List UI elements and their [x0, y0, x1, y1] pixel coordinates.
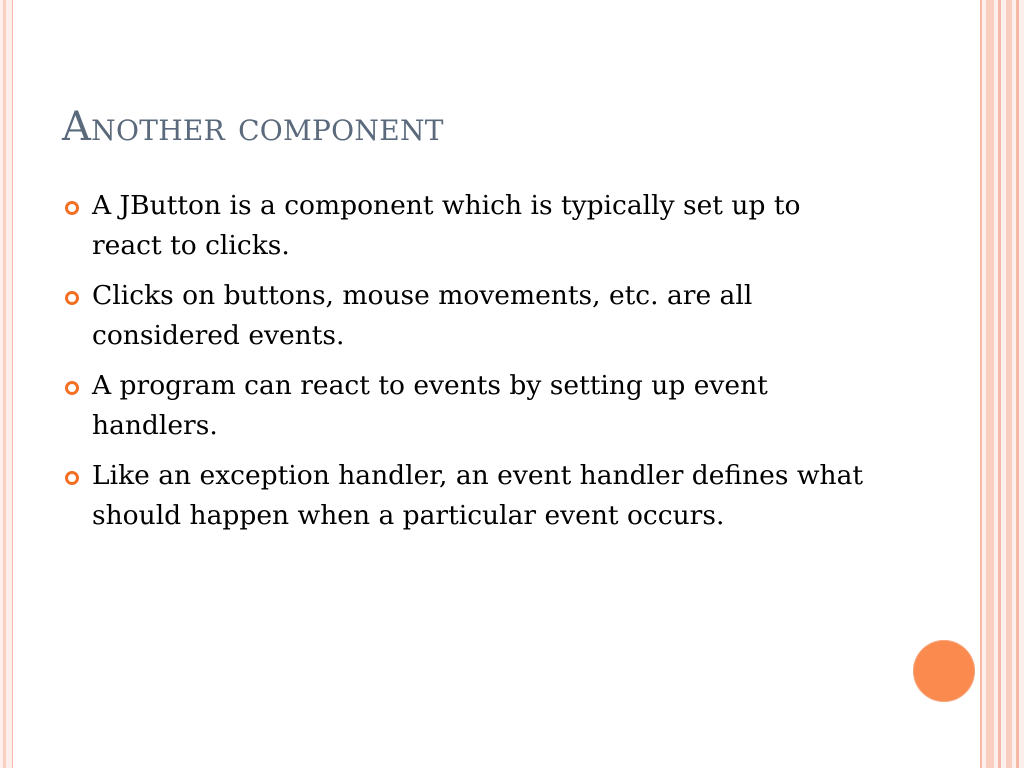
left-border-line: [3, 0, 6, 768]
bullet-item: [62, 186, 872, 266]
slide-title: Another component: [62, 104, 444, 150]
border-stripe: [1006, 0, 1012, 768]
border-stripe: [986, 0, 994, 768]
left-border-frame: [0, 0, 13, 768]
border-stripe: [998, 0, 1001, 768]
bullet-ring-icon: [65, 201, 79, 215]
bullet-ring-icon: [65, 291, 79, 305]
bullet-text: Clicks on buttons, mouse movements, etc. are all considered events.: [92, 280, 753, 351]
border-stripe: [1016, 0, 1019, 768]
bullet-item: [62, 276, 872, 356]
bullet-text: Like an exception handler, an event handler defines what should happen when a particular event occurs.: [92, 460, 864, 531]
bullet-ring-icon: [65, 381, 79, 395]
bullet-text: A JButton is a component which is typically set up to react to clicks.: [92, 190, 801, 261]
right-border-stripes: [980, 0, 1024, 768]
bullet-item: [62, 366, 872, 446]
decorative-circle: [913, 640, 975, 702]
bullet-ring-icon: [65, 471, 79, 485]
bullet-text: A program can react to events by setting up event handlers.: [92, 370, 768, 441]
border-stripe: [980, 0, 982, 768]
bullet-item: [62, 456, 872, 536]
bullet-list: [62, 186, 872, 546]
